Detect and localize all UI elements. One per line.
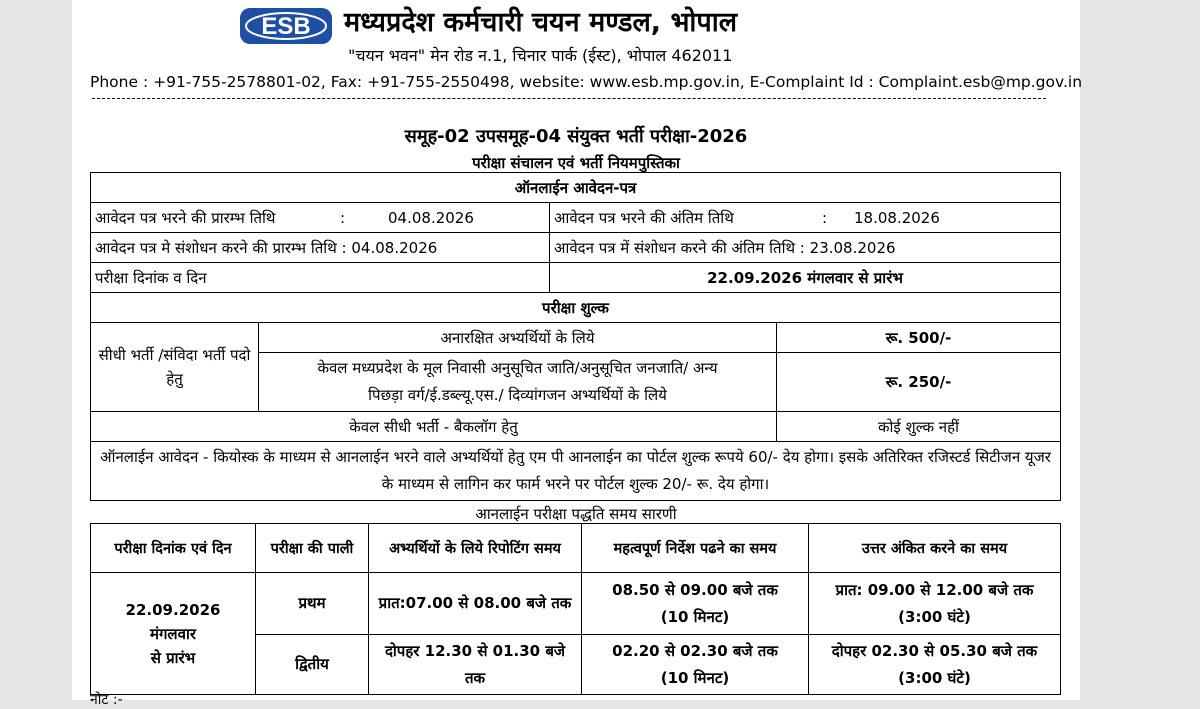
answer-time: प्रात: 09.00 से 12.00 बजे तक bbox=[835, 580, 1034, 599]
exam-title: समूह-02 उपसमूह-04 संयुक्त भर्ती परीक्षा-2026 bbox=[404, 126, 748, 147]
edit-start-cell bbox=[91, 233, 550, 263]
schedule-start: से प्रारंभ bbox=[150, 648, 196, 667]
schedule-date-cell bbox=[91, 573, 256, 695]
start-date-value: 04.08.2026 bbox=[388, 208, 474, 227]
instructions-time-cell bbox=[582, 635, 809, 695]
reporting-time: दोपहर 12.30 से 01.30 बजे तक bbox=[369, 635, 582, 695]
backlog-amount: कोई शुल्क नहीं bbox=[777, 412, 1061, 442]
reporting-time: प्रात:07.00 से 08.00 बजे तक bbox=[369, 573, 582, 635]
edit-end-label: आवेदन पत्र में संशोधन करने की अंतिम तिथि : bbox=[554, 238, 805, 257]
table-row bbox=[91, 263, 1061, 293]
divider bbox=[92, 98, 1046, 99]
start-date-cell bbox=[91, 203, 550, 233]
notice-page bbox=[72, 0, 1083, 708]
edit-start-label: आवेदन पत्र मे संशोधन करने की प्रारम्भ तिथि : bbox=[95, 238, 347, 257]
fee-row bbox=[91, 412, 1061, 442]
answer-time-cell bbox=[809, 573, 1061, 635]
org-address: "चयन भवन" मेन रोड न.1, चिनार पार्क (ईस्ट), भोपाल 462011 bbox=[348, 46, 733, 65]
instructions-duration: (10 मिनट) bbox=[660, 668, 730, 687]
table-row bbox=[91, 233, 1061, 263]
answer-time: दोपहर 02.30 से 05.30 बजे तक bbox=[831, 641, 1038, 660]
footer-note-fragment: नोट :- bbox=[90, 692, 123, 708]
edit-end-cell bbox=[550, 233, 1061, 263]
letterhead bbox=[72, 0, 1083, 100]
edit-start-value: 04.08.2026 bbox=[351, 238, 438, 257]
fee-desc: अनारक्षित अभ्यर्थियों के लिये bbox=[259, 323, 777, 353]
contact-line: Phone : +91-755-2578801-02, Fax: +91-755-2550498, website: www.esb.mp.gov.in, E-Complaint Id : Complaint.esb@mp.gov.in bbox=[90, 73, 1083, 91]
col-header: उत्तर अंकित करने का समय bbox=[809, 524, 1061, 573]
shift-row bbox=[91, 573, 1061, 635]
start-date-sep: : bbox=[340, 208, 346, 227]
schedule-header-row bbox=[91, 524, 1061, 573]
answer-duration: (3:00 घंटे) bbox=[898, 607, 971, 626]
exam-date-label: परीक्षा दिनांक व दिन bbox=[91, 263, 550, 293]
instructions-time: 08.50 से 09.00 बजे तक bbox=[612, 580, 778, 599]
start-date-label: आवेदन पत्र भरने की प्रारम्भ तिथि bbox=[95, 208, 276, 227]
fee-category: सीधी भर्ती /संविदा भर्ती पदो हेतु bbox=[91, 323, 259, 412]
col-header: परीक्षा की पाली bbox=[256, 524, 369, 573]
esb-logo bbox=[240, 8, 332, 44]
fee-amount: रू. 500/- bbox=[777, 323, 1061, 353]
schedule-caption: आनलाईन परीक्षा पद्धति समय सारणी bbox=[475, 505, 677, 523]
answer-time-cell bbox=[809, 635, 1061, 695]
rulebook-subtitle: परीक्षा संचालन एवं भर्ती नियमपुस्तिका bbox=[472, 154, 680, 172]
instructions-duration: (10 मिनट) bbox=[660, 607, 730, 626]
answer-duration: (3:00 घंटे) bbox=[898, 668, 971, 687]
fee-amount: रू. 250/- bbox=[777, 353, 1061, 412]
instructions-time-cell bbox=[582, 573, 809, 635]
end-date-label: आवेदन पत्र भरने की अंतिम तिथि bbox=[554, 208, 734, 227]
exam-date-value: 22.09.2026 मंगलवार से प्रारंभ bbox=[550, 263, 1061, 293]
shift-name: प्रथम bbox=[256, 573, 369, 635]
col-header: परीक्षा दिनांक एवं दिन bbox=[91, 524, 256, 573]
logo-text: ESB bbox=[261, 13, 311, 40]
portal-fee-note: ऑनलाईन आवेदन - कियोस्क के माध्यम से आनलाईन भरने वाले अभ्यर्थियों हेतु एम पी आनलाईन का पोर्टल शुल्क रूपये 60/- देय होगा। इसके अतिरिक्त रजिस्टर्ड सिटीजन यूजर के माध्यम से लागिन कर फार्म भरने पर पोर्टल शुल्क 20/- रू. देय होगा। bbox=[91, 442, 1061, 501]
online-form-heading: ऑनलाईन आवेदन-पत्र bbox=[91, 173, 1061, 203]
table-row bbox=[91, 203, 1061, 233]
backlog-desc: केवल सीधी भर्ती - बैकलॉग हेतु bbox=[91, 412, 777, 442]
fee-heading: परीक्षा शुल्क bbox=[91, 293, 1061, 323]
schedule-table bbox=[90, 523, 1061, 695]
org-title: मध्यप्रदेश कर्मचारी चयन मण्डल, भोपाल bbox=[344, 7, 738, 38]
end-date-cell bbox=[550, 203, 1061, 233]
shift-name: द्वितीय bbox=[256, 635, 369, 695]
fee-row bbox=[91, 323, 1061, 353]
instructions-time: 02.20 से 02.30 बजे तक bbox=[612, 641, 778, 660]
edit-end-value: 23.08.2026 bbox=[809, 238, 896, 257]
schedule-day: मंगलवार bbox=[150, 624, 196, 643]
end-date-sep: : bbox=[822, 208, 828, 227]
col-header: महत्वपूर्ण निर्देश पढने का समय bbox=[582, 524, 809, 573]
col-header: अभ्यर्थियों के लिये रिपोटिंग समय bbox=[369, 524, 582, 573]
fee-desc: केवल मध्यप्रदेश के मूल निवासी अनुसूचित जाति/अनुसूचित जनजाति/ अन्य पिछड़ा वर्ग/ई.डब्ल्यू.एस./ दिव्यांगजन अभ्यर्थियों के लिये bbox=[259, 353, 777, 412]
end-date-value: 18.08.2026 bbox=[854, 208, 940, 227]
application-fee-table bbox=[90, 172, 1061, 501]
schedule-date: 22.09.2026 bbox=[125, 600, 221, 619]
